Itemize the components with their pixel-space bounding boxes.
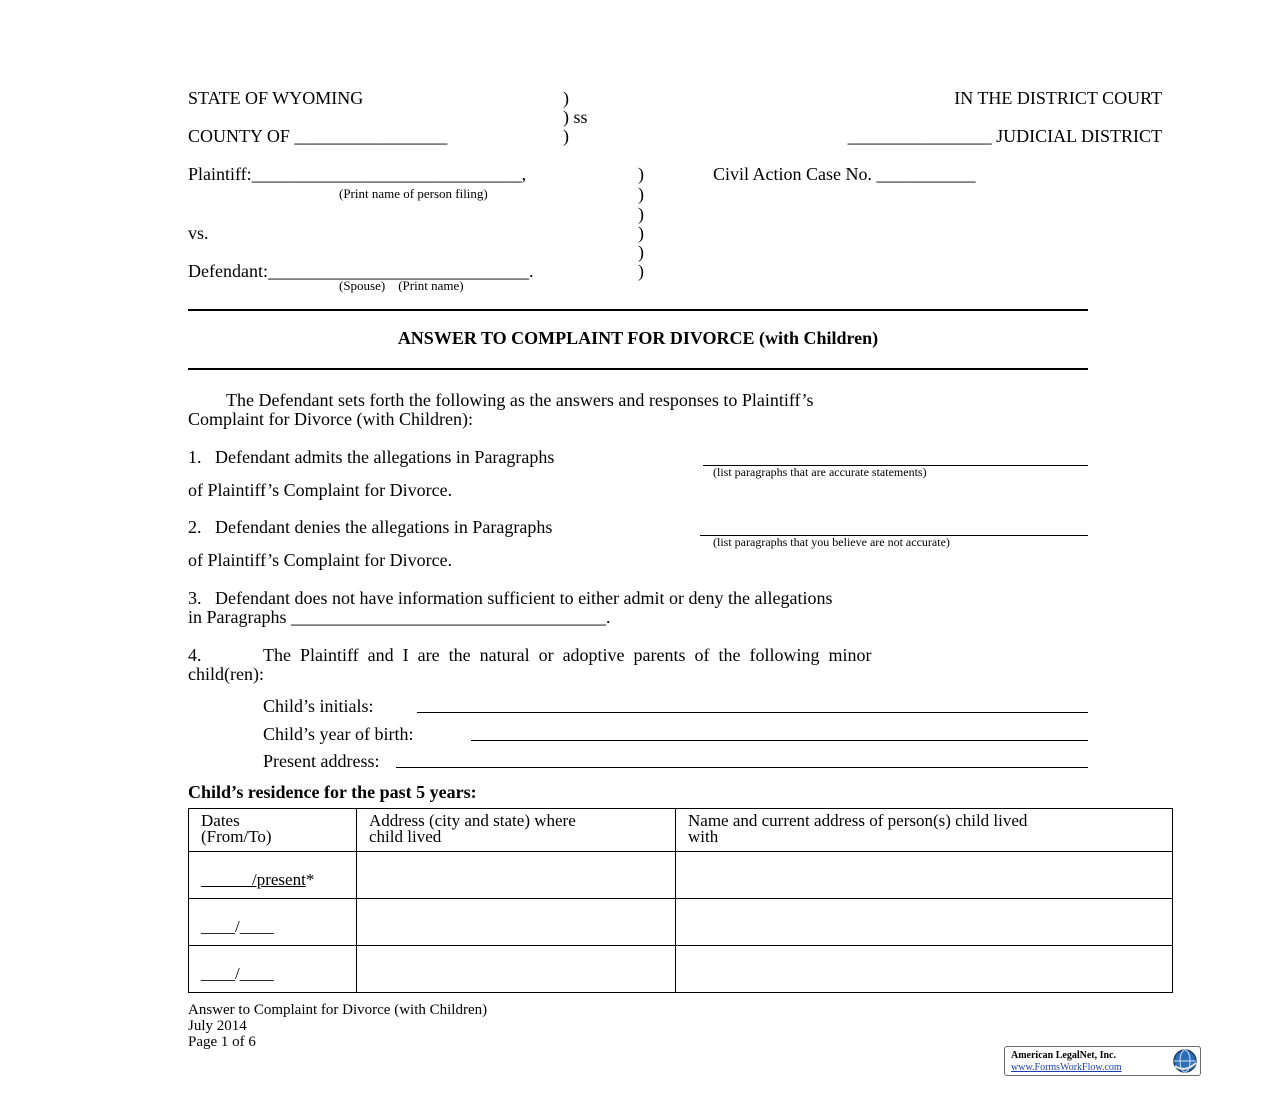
court-name: IN THE DISTRICT COURT [954,88,1162,108]
header-address: Address (city and state) where child lived [357,809,676,852]
divider [188,368,1088,370]
case-paren: ) [638,242,644,262]
person-cell[interactable] [676,899,1173,946]
item-3-line-2: in Paragraphs ___________________________________. [188,607,611,627]
dates-cell[interactable] [189,899,357,946]
item-4-line-2: child(ren): [188,664,264,684]
logo-name: American LegalNet, Inc. [1011,1050,1116,1061]
dates-blank: ______ [201,870,252,889]
item-1-text: 1. Defendant admits the allegations in Paragraphs [188,447,555,467]
county-name: COUNTY OF _________________ [188,126,448,146]
caption-paren: ) [563,88,569,108]
globe-icon [1172,1048,1198,1074]
table-row [189,899,1173,946]
person-cell[interactable] [676,946,1173,993]
dates-blank: ____/____ [201,964,274,983]
item-1-tail: of Plaintiff’s Complaint for Divorce. [188,480,453,500]
table-header-row [189,809,1173,852]
caption-ss: ) ss [563,107,588,127]
person-cell[interactable] [676,852,1173,899]
document-title: ANSWER TO COMPLAINT FOR DIVORCE (with Children) [397,328,879,348]
table-row [189,946,1173,993]
defendant-note: (Spouse) (Print name) [339,278,464,293]
case-number-field: Civil Action Case No. ___________ [713,164,976,184]
dates-cell[interactable] [189,852,357,899]
case-paren: ) [638,261,644,281]
item-1-note: (list paragraphs that are accurate statements) [713,465,927,479]
child-birth-label: Child’s year of birth: [263,724,414,744]
caption-paren: ) [563,126,569,146]
case-paren: ) [638,204,644,224]
item-2-note: (list paragraphs that you believe are not accurate) [713,535,950,549]
item-3-line-1: 3. Defendant does not have information sufficient to either admit or deny the allegations [188,588,833,608]
child-initials-field[interactable] [417,712,1088,713]
defendant-field: Defendant:_____________________________. [188,261,534,281]
item-4-number: 4. [188,645,202,665]
state-name: STATE OF WYOMING [188,88,364,108]
dates-cell[interactable] [189,946,357,993]
case-paren: ) [638,184,644,204]
table-row [189,852,1173,899]
present-address-label: Present address: [263,751,380,771]
dates-asterisk: * [305,870,315,889]
item-2-tail: of Plaintiff’s Complaint for Divorce. [188,550,453,570]
intro-line-2: Complaint for Divorce (with Children): [188,409,473,429]
header-person: Name and current address of person(s) child lived with [676,809,1173,852]
item-4-line-1: The Plaintiff and I are the natural or adoptive parents of the following minor [263,645,872,665]
legalnet-logo[interactable] [1004,1046,1201,1076]
intro-line-1: The Defendant sets forth the following as the answers and responses to Plaintiff’s [226,390,814,410]
judicial-district: ________________ JUDICIAL DISTRICT [847,126,1162,146]
present-address-field[interactable] [396,767,1088,768]
footer-page: Page 1 of 6 [188,1034,256,1050]
plaintiff-note: (Print name of person filing) [339,186,488,201]
child-initials-label: Child’s initials: [263,696,374,716]
case-paren: ) [638,164,644,184]
address-cell[interactable] [357,946,676,993]
address-cell[interactable] [357,852,676,899]
case-paren: ) [638,223,644,243]
versus-label: vs. [188,223,209,243]
residence-table [188,808,1173,993]
footer-date: July 2014 [188,1018,247,1034]
address-cell[interactable] [357,899,676,946]
plaintiff-field: Plaintiff:______________________________, [188,164,527,184]
residence-heading: Child’s residence for the past 5 years: [188,782,477,802]
item-2-text: 2. Defendant denies the allegations in Paragraphs [188,517,553,537]
divider [188,309,1088,311]
logo-url[interactable]: www.FormsWorkFlow.com [1011,1062,1122,1073]
dates-present: /present [252,870,306,889]
dates-blank: ____/____ [201,917,274,936]
header-dates: Dates (From/To) [189,809,357,852]
child-birth-field[interactable] [471,740,1088,741]
footer-form-name: Answer to Complaint for Divorce (with Children) [188,1002,488,1018]
